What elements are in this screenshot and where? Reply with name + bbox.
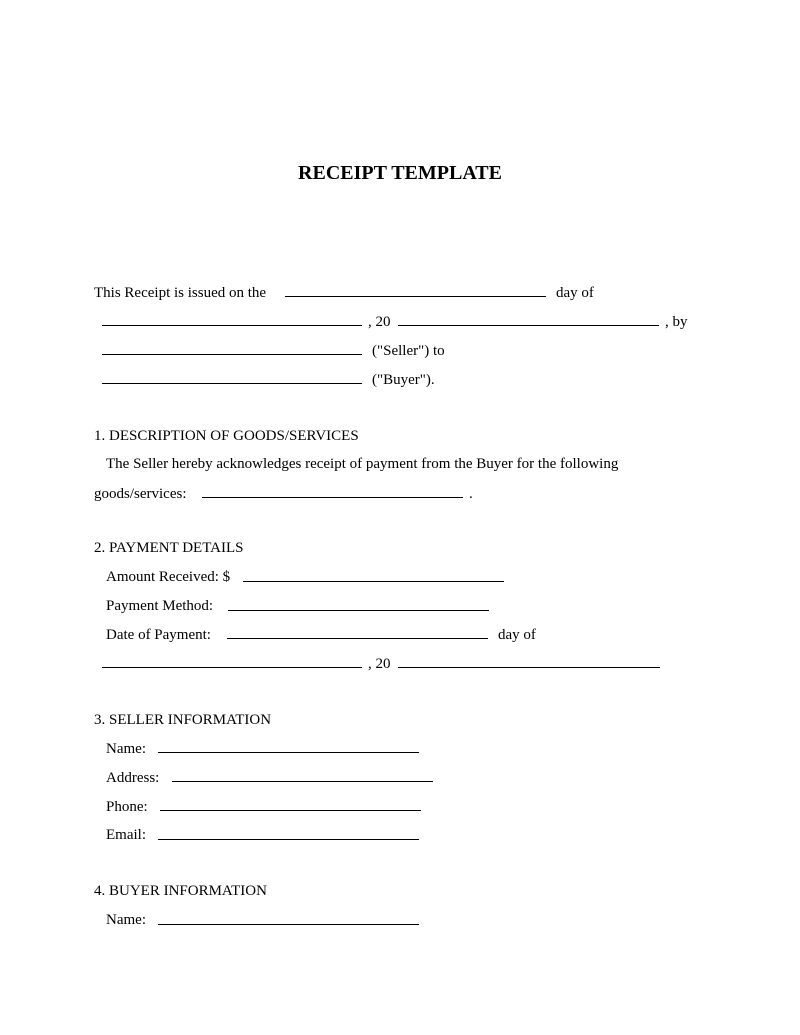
date-of-payment-label: Date of Payment:: [106, 627, 211, 643]
seller-name-blank[interactable]: [102, 354, 362, 355]
payment-day-blank[interactable]: [227, 638, 488, 639]
seller-email-blank[interactable]: [158, 839, 419, 840]
intro-buyer-label: ("Buyer").: [372, 372, 435, 388]
section1-body-line1: The Seller hereby acknowledges receipt of payment from the Buyer for the following: [106, 456, 619, 472]
section2-heading: 2. PAYMENT DETAILS: [94, 540, 244, 556]
seller-email-label: Email:: [106, 827, 146, 843]
seller-address-blank[interactable]: [172, 781, 433, 782]
payment-month-blank[interactable]: [102, 667, 362, 668]
amount-received-label: Amount Received: $: [106, 569, 231, 585]
seller-name-label: Name:: [106, 741, 146, 757]
seller-address-label: Address:: [106, 770, 160, 786]
intro-by-label: , by: [665, 314, 688, 330]
intro-year-prefix: , 20: [368, 314, 391, 330]
section1-period: .: [469, 486, 473, 502]
issued-day-blank[interactable]: [285, 296, 546, 297]
section1-goods-label: goods/services:: [94, 486, 187, 502]
seller-phone-label: Phone:: [106, 799, 148, 815]
section3-heading: 3. SELLER INFORMATION: [94, 712, 272, 728]
buyer-info-name-blank[interactable]: [158, 924, 419, 925]
payment-day-of-label: day of: [498, 627, 536, 643]
buyer-name-label: Name:: [106, 912, 146, 928]
seller-info-name-blank[interactable]: [158, 752, 419, 753]
section4-heading: 4. BUYER INFORMATION: [94, 883, 267, 899]
payment-method-label: Payment Method:: [106, 598, 214, 614]
goods-services-blank[interactable]: [202, 497, 463, 498]
intro-issued-label: This Receipt is issued on the: [94, 285, 267, 301]
issued-month-blank[interactable]: [102, 325, 362, 326]
seller-phone-blank[interactable]: [160, 810, 421, 811]
amount-received-blank[interactable]: [243, 581, 504, 582]
payment-year-blank[interactable]: [398, 667, 660, 668]
buyer-name-blank[interactable]: [102, 383, 362, 384]
document-title: RECEIPT TEMPLATE: [298, 162, 502, 184]
payment-year-prefix: , 20: [368, 656, 391, 672]
issued-year-blank[interactable]: [398, 325, 659, 326]
section1-heading: 1. DESCRIPTION OF GOODS/SERVICES: [94, 428, 359, 444]
payment-method-blank[interactable]: [228, 610, 489, 611]
intro-seller-label: ("Seller") to: [372, 343, 445, 359]
intro-day-of-label: day of: [556, 285, 594, 301]
